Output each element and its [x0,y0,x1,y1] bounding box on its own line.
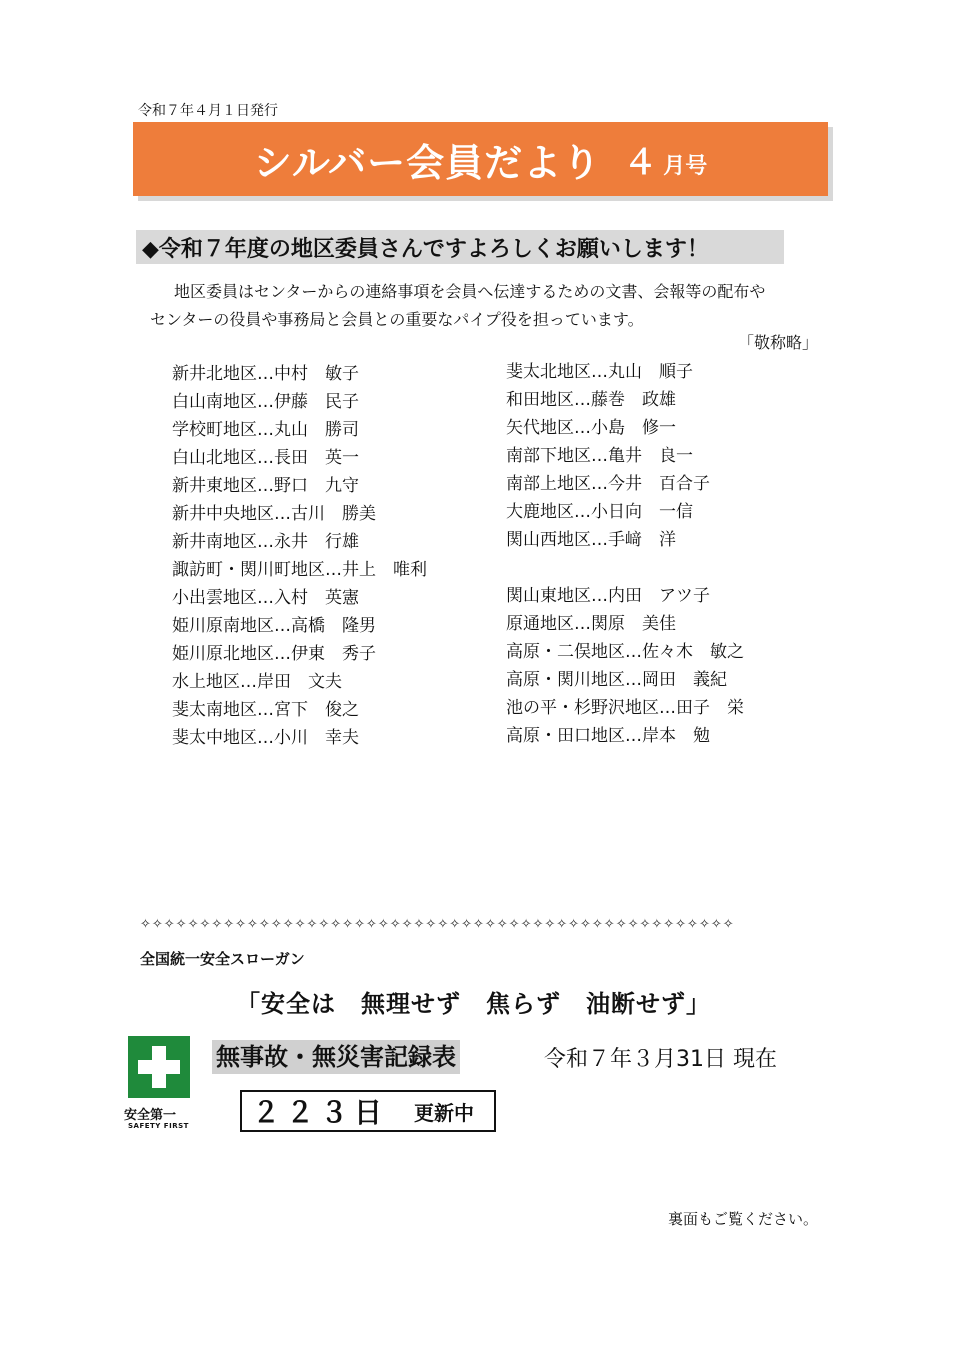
member-row: 新井東地区…野口 九守 [172,476,359,496]
safety-first-cross-icon [128,1036,190,1098]
member-row: 矢代地区…小島 修一 [506,418,676,438]
section-heading: ◆令和７年度の地区委員さんですよろしくお願いします！ [136,230,784,264]
member-list-right [506,358,744,750]
safety-slogan: 「安全は 無理せず 焦らず 油断せず」 [236,990,711,1018]
honorific-note: 「敬称略」 [738,333,819,352]
counter-status: 更新中 [414,1100,475,1125]
diamond-divider: ✧✧✧✧✧✧✧✧✧✧✧✧✧✧✧✧✧✧✧✧✧✧✧✧✧✧✧✧✧✧✧✧✧✧✧✧✧✧✧✧✧✧✧✧✧✧✧✧✧✧ [140,917,735,932]
member-row: 高原・田口地区…岸本 勉 [506,726,710,746]
member-row: 諏訪町・関川町地区…井上 唯利 [172,560,427,580]
member-row: 関山東地区…内田 アツ子 [506,586,710,606]
member-row: 小出雲地区…入村 英憲 [172,588,359,608]
record-date: 令和７年３月31日 現在 [544,1047,777,1072]
member-row: 南部下地区…亀井 良一 [506,446,693,466]
member-row: 新井南地区…永井 行雄 [172,532,359,552]
member-row: 大鹿地区…小日向 一信 [506,502,693,522]
issue-month-suffix: 月号 [663,153,708,179]
member-row: 水上地区…岸田 文夫 [172,672,342,692]
slogan-label: 全国統一安全スローガン [140,950,305,968]
member-row: 白山北地区…長田 英一 [172,448,359,468]
member-row: 姫川原北地区…伊東 秀子 [172,644,376,664]
member-row-empty [506,554,744,582]
newsletter-title: シルバー会員だより [253,140,602,185]
issue-date: 令和７年４月１日発行 [138,103,278,119]
member-row: 池の平・杉野沢地区…田子 栄 [506,698,744,718]
accident-free-days: ２２３日 [252,1096,389,1129]
member-row: 斐太中地区…小川 幸夫 [172,728,359,748]
member-row: 斐太北地区…丸山 順子 [506,362,693,382]
accident-free-counter [240,1090,496,1132]
member-row: 新井北地区…中村 敏子 [172,364,359,384]
record-title: 無事故・無災害記録表 [212,1040,460,1074]
member-row: 高原・二俣地区…佐々木 敏之 [506,642,744,662]
newsletter-banner [133,122,828,196]
member-row: 白山南地区…伊藤 民子 [172,392,359,412]
member-row: 新井中央地区…古川 勝美 [172,504,376,524]
member-row: 原通地区…関原 美佳 [506,614,676,634]
member-row: 高原・関川地区…岡田 義紀 [506,670,727,690]
issue-month-number: ４ [623,142,658,183]
member-row: 学校町地区…丸山 勝司 [172,420,359,440]
member-row: 姫川原南地区…高橋 隆男 [172,616,376,636]
safety-first-label-en: SAFETY FIRST [128,1122,189,1130]
intro-line-2: センターの役員や事務局と会員との重要なパイプ役を担っています。 [150,310,644,329]
intro-line-1: 地区委員はセンターからの連絡事項を会員へ伝達するための文書、会報等の配布や [174,282,766,301]
member-row: 関山西地区…手﨑 洋 [506,530,676,550]
intro-paragraph [150,278,850,334]
member-row: 南部上地区…今井 百合子 [506,474,710,494]
back-page-note: 裏面もご覧ください。 [668,1210,819,1228]
member-row: 和田地区…藤巻 政雄 [506,390,676,410]
safety-first-label-jp: 安全第一 [124,1108,177,1123]
member-list-left [172,360,427,752]
member-row: 斐太南地区…宮下 俊之 [172,700,359,720]
